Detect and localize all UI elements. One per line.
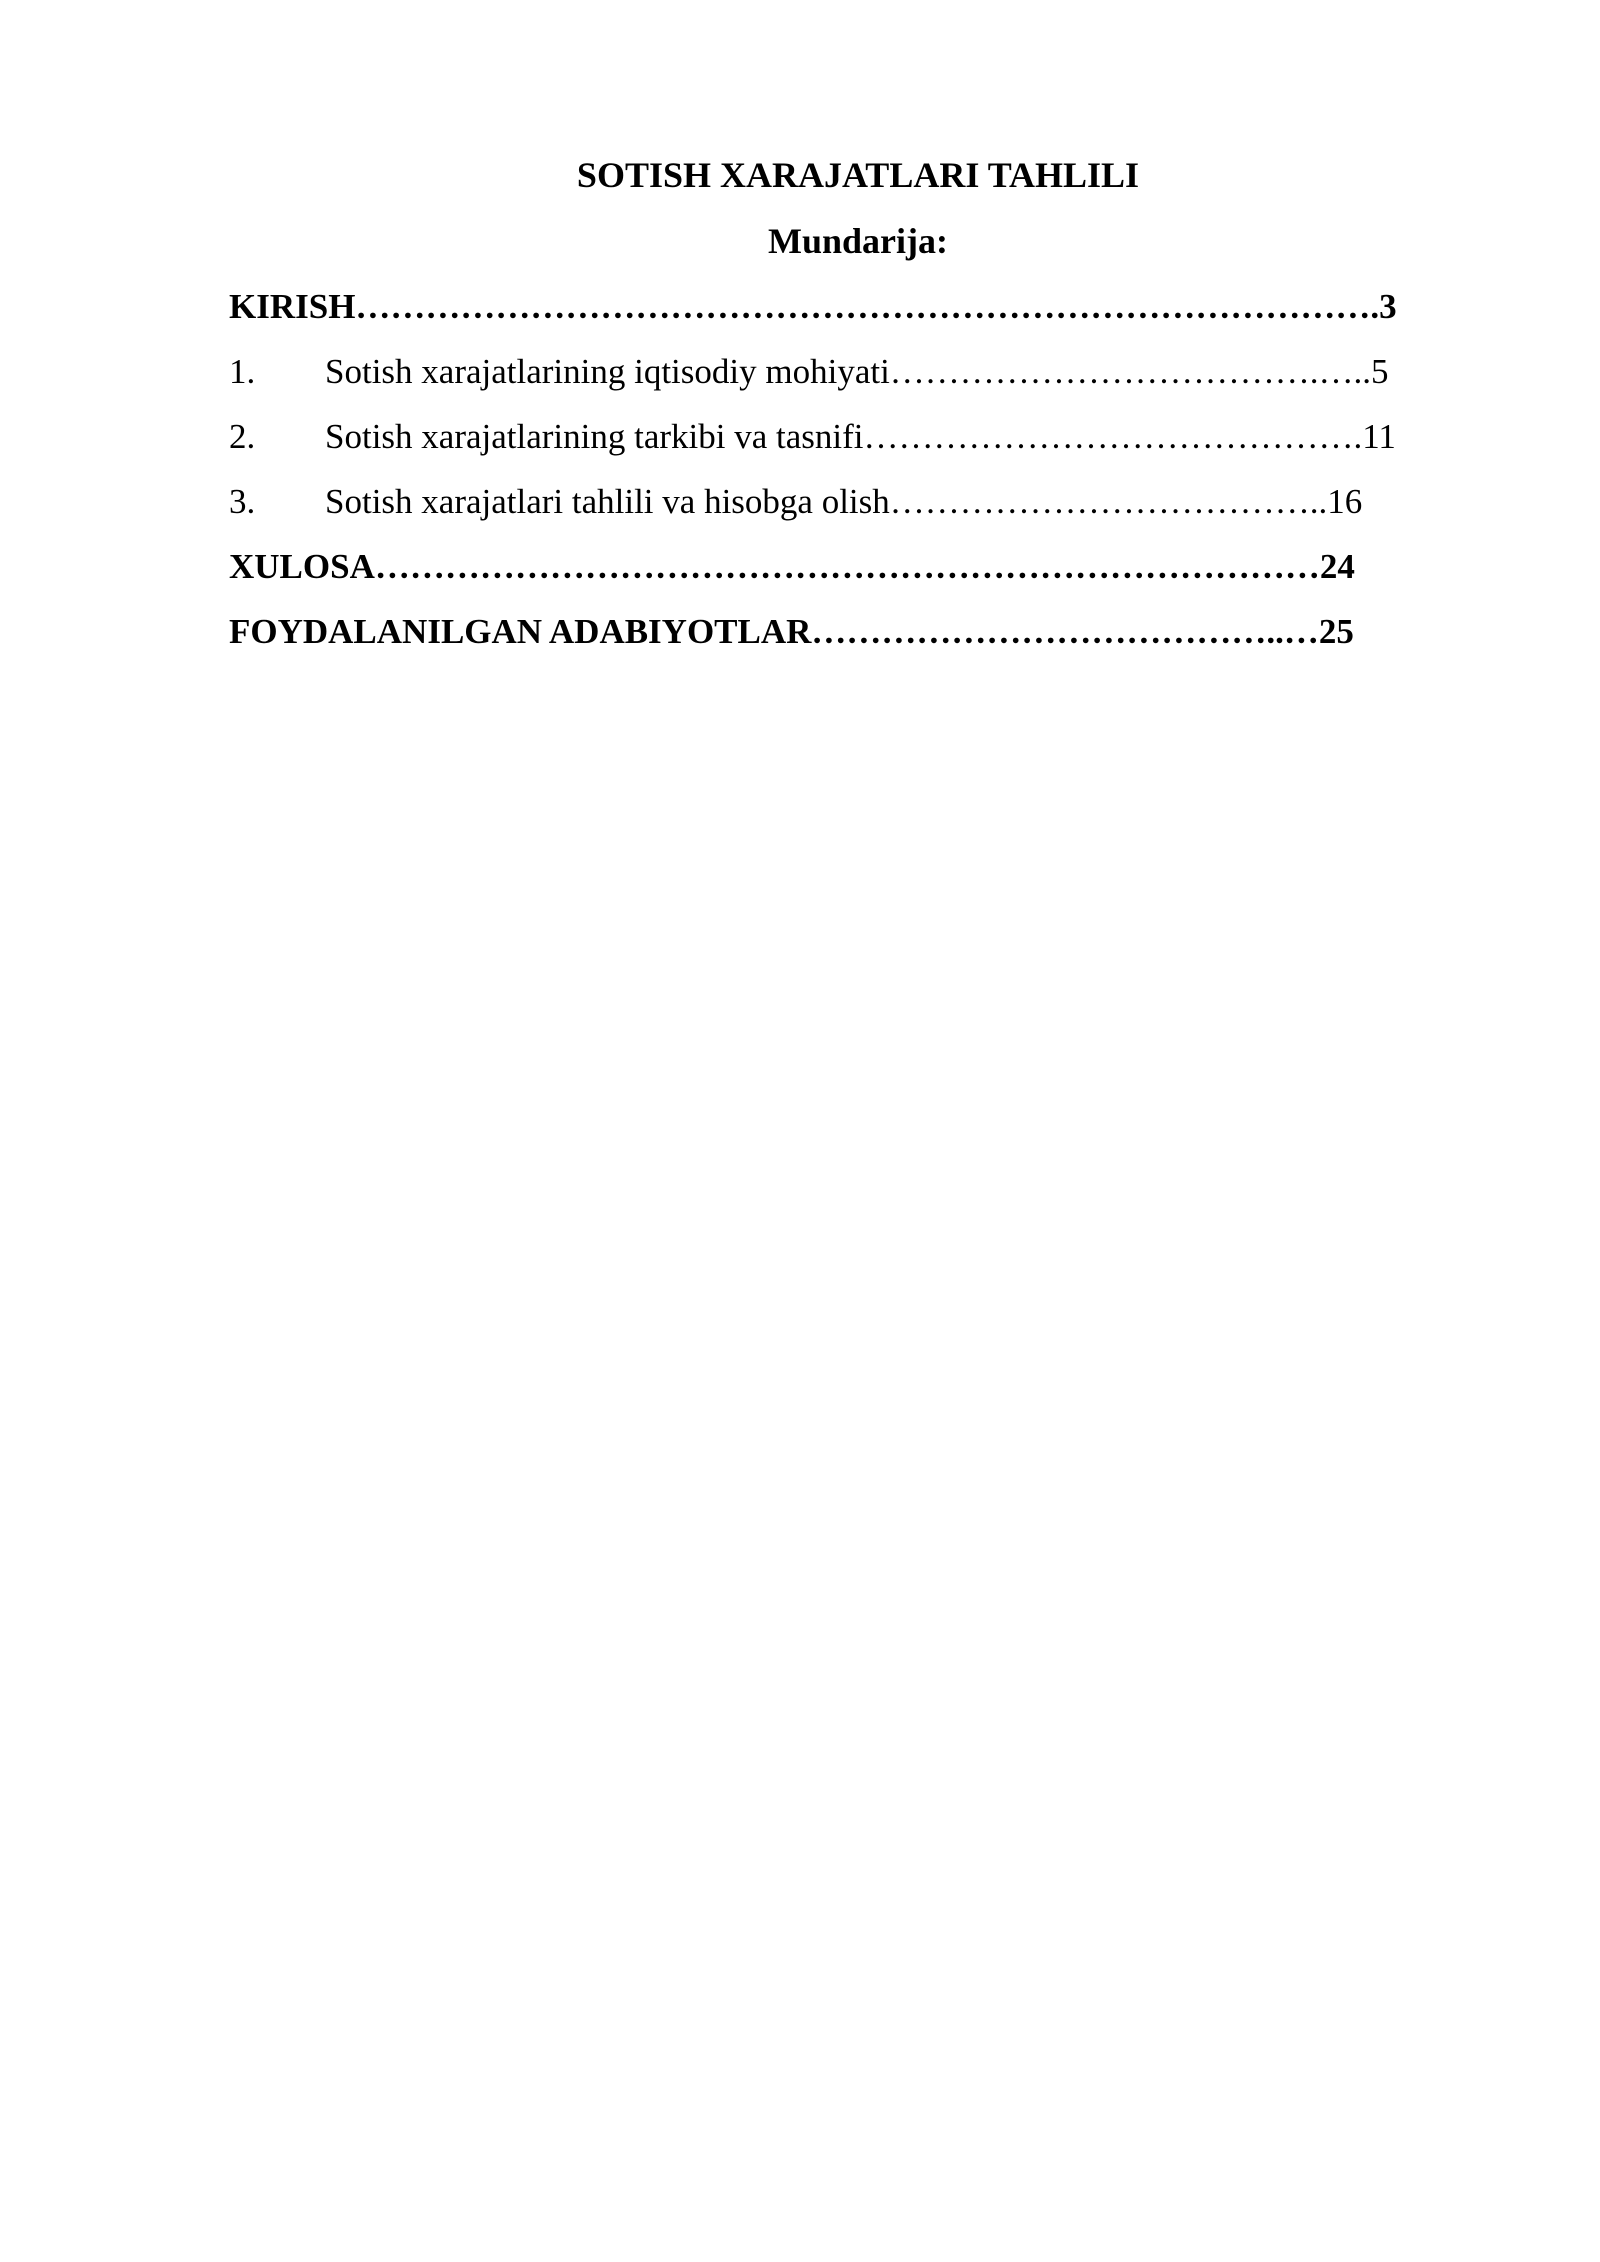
- toc-entry-text: Sotish xarajatlari tahlili va hisobga olish………………………………..16: [325, 482, 1363, 521]
- toc-entry-kirish: [229, 285, 1397, 329]
- toc-entry-number: 2.: [229, 417, 256, 456]
- toc-entry-2: [229, 415, 1396, 459]
- toc-heading: Mundarija:: [768, 221, 948, 261]
- toc-entry-text: XULOSA………………………………………………………………………24: [229, 547, 1355, 586]
- toc-entry-1: [229, 350, 1389, 394]
- toc-entry-number: 1.: [229, 352, 256, 391]
- toc-entry-3: [229, 480, 1362, 524]
- document-title: SOTISH XARAJATLARI TAHLILI: [576, 155, 1140, 195]
- toc-entry-text: Sotish xarajatlarining tarkibi va tasnifi…………………………………….11: [325, 417, 1396, 456]
- toc-entry-text: FOYDALANILGAN ADABIYOTLAR…………………………………..…25: [229, 612, 1354, 651]
- toc-entry-xulosa: [229, 545, 1355, 589]
- toc-entry-text: Sotish xarajatlarining iqtisodiy mohiyati……………………………….…..5: [325, 352, 1389, 391]
- toc-entry-number: 3.: [229, 482, 256, 521]
- toc-entry-text: KIRISH…………………………………………………………………………….3: [229, 287, 1397, 326]
- toc-entry-adabiyotlar: [229, 610, 1354, 654]
